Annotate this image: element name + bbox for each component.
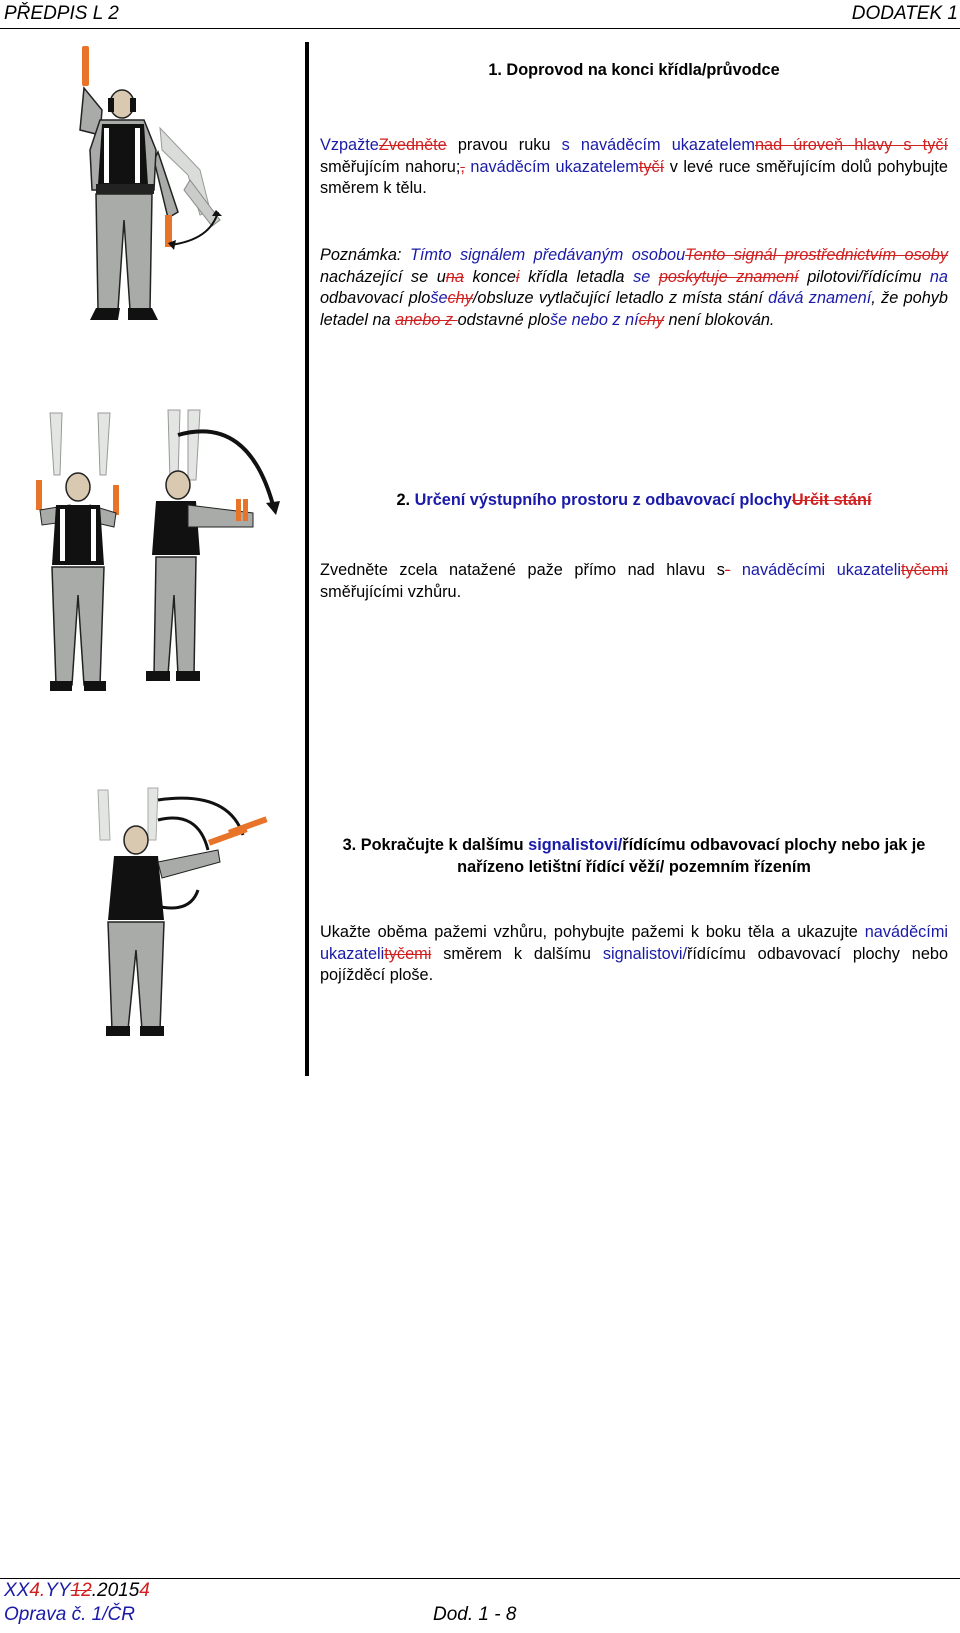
vertical-divider — [305, 42, 309, 1076]
text-run: pravou ruku — [446, 136, 562, 154]
text-run: dává znamení — [768, 289, 872, 307]
text-run: Zvedněte zcela natažené paže přímo nad hlavu s — [320, 561, 725, 579]
marshaller-proceed-figure — [78, 780, 298, 1070]
marshaller-wingwalker-figure — [60, 40, 290, 350]
text-run: naváděcím ukazatelem — [464, 157, 639, 176]
header-right: DODATEK 1 — [851, 3, 958, 24]
text-run: Určit stání — [791, 491, 872, 509]
text-run: - — [724, 561, 731, 579]
text-run: tyčemi — [900, 561, 948, 579]
text-run: anebo z — [395, 310, 458, 329]
section-3-title — [320, 835, 948, 878]
text-run: signalistovi/ — [528, 836, 623, 854]
marshaller-arms-up-figure — [28, 405, 288, 705]
text-run: Ukažte oběma pažemi vzhůru, pohybujte pažemi k boku těla a ukazujte — [320, 923, 865, 941]
footer-date — [4, 1580, 150, 1602]
text-run: nacházející se u — [320, 267, 446, 286]
text-run: řídícímu odbavovací plochy nebo jak je nařízeno letištní řídící věží/ pozemním řízením — [457, 836, 926, 876]
text-run: Tímto signálem předávaným osobou — [409, 246, 686, 264]
text-run: naváděcími ukazateli — [730, 561, 901, 579]
text-run: 3. Pokračujte k dalšímu — [342, 836, 529, 854]
text-run: 4. — [29, 1580, 46, 1601]
footer-page-number: Dod. 1 - 8 — [433, 1604, 517, 1625]
text-run: Vzpažte — [320, 136, 379, 154]
text-run: Poznámka: — [320, 246, 410, 264]
text-run: 2. — [396, 491, 415, 509]
section-2-title — [320, 490, 948, 512]
text-run: s naváděcím ukazatelem — [561, 136, 755, 154]
text-run: směřujícím nahoru; — [320, 157, 461, 176]
text-run: Zvedněte — [378, 136, 447, 154]
text-run: směrem k dalšímu — [431, 944, 603, 963]
text-run: še — [430, 289, 448, 307]
text-run: nad úroveň hlavy s tyčí — [754, 136, 948, 154]
text-run: na — [445, 267, 464, 286]
text-run: Určení výstupního prostoru z odbavovací plochy — [414, 491, 792, 509]
text-run: tyčí — [638, 157, 665, 176]
text-run: XX — [4, 1580, 30, 1601]
footer-rule — [0, 1578, 960, 1579]
text-run: řídícímu odbavovací plochy nebo pojížděcí ploše. — [320, 944, 949, 984]
text-run: konce — [463, 267, 516, 286]
text-run: še nebo z ní — [549, 310, 639, 329]
text-run: odstavné plo — [457, 310, 550, 329]
text-run: není blokován. — [664, 310, 775, 329]
text-run: 12 — [70, 1580, 92, 1601]
text-run: 4 — [139, 1580, 150, 1601]
text-run: směřujícími vzhůru. — [320, 582, 462, 601]
text-run: naváděcími ukazateli — [320, 923, 948, 963]
text-run: na — [929, 267, 948, 286]
text-run: YY — [45, 1580, 71, 1601]
text-run: , — [460, 157, 465, 176]
section-1-text — [320, 135, 948, 200]
text-run: poskytuje znamení — [658, 267, 799, 286]
text-run: .2015 — [91, 1580, 140, 1601]
text-run — [650, 268, 659, 286]
text-run: pilotovi/řídícímu — [798, 267, 930, 286]
page-header — [0, 0, 960, 29]
text-run: odbavovací plo — [320, 289, 431, 307]
text-run: chy — [638, 310, 665, 329]
text-run: Tento signál prostřednictvím osoby — [685, 246, 948, 264]
text-run: , že pohyb letadel na — [320, 289, 948, 329]
text-run: tyčemi — [384, 944, 432, 963]
text-run: se — [633, 267, 651, 286]
section-1-note — [320, 245, 948, 331]
section-2-text — [320, 560, 948, 603]
section-1-title: 1. Doprovod na konci křídla/průvodce — [488, 61, 780, 79]
text-run: /obsluze vytlačující letadlo z místa stání — [472, 289, 769, 307]
footer-amendment: Oprava č. 1/ČR — [4, 1604, 135, 1625]
text-run: křídla letadla — [519, 267, 634, 286]
header-left: PŘEDPIS L 2 — [4, 3, 119, 24]
text-run: chy — [447, 289, 473, 307]
text-run: i — [515, 267, 520, 286]
text-run: signalistovi/ — [602, 944, 687, 963]
text-run: v levé ruce směřujícím dolů pohybujte směrem k tělu. — [320, 157, 948, 197]
section-3-text — [320, 922, 948, 987]
